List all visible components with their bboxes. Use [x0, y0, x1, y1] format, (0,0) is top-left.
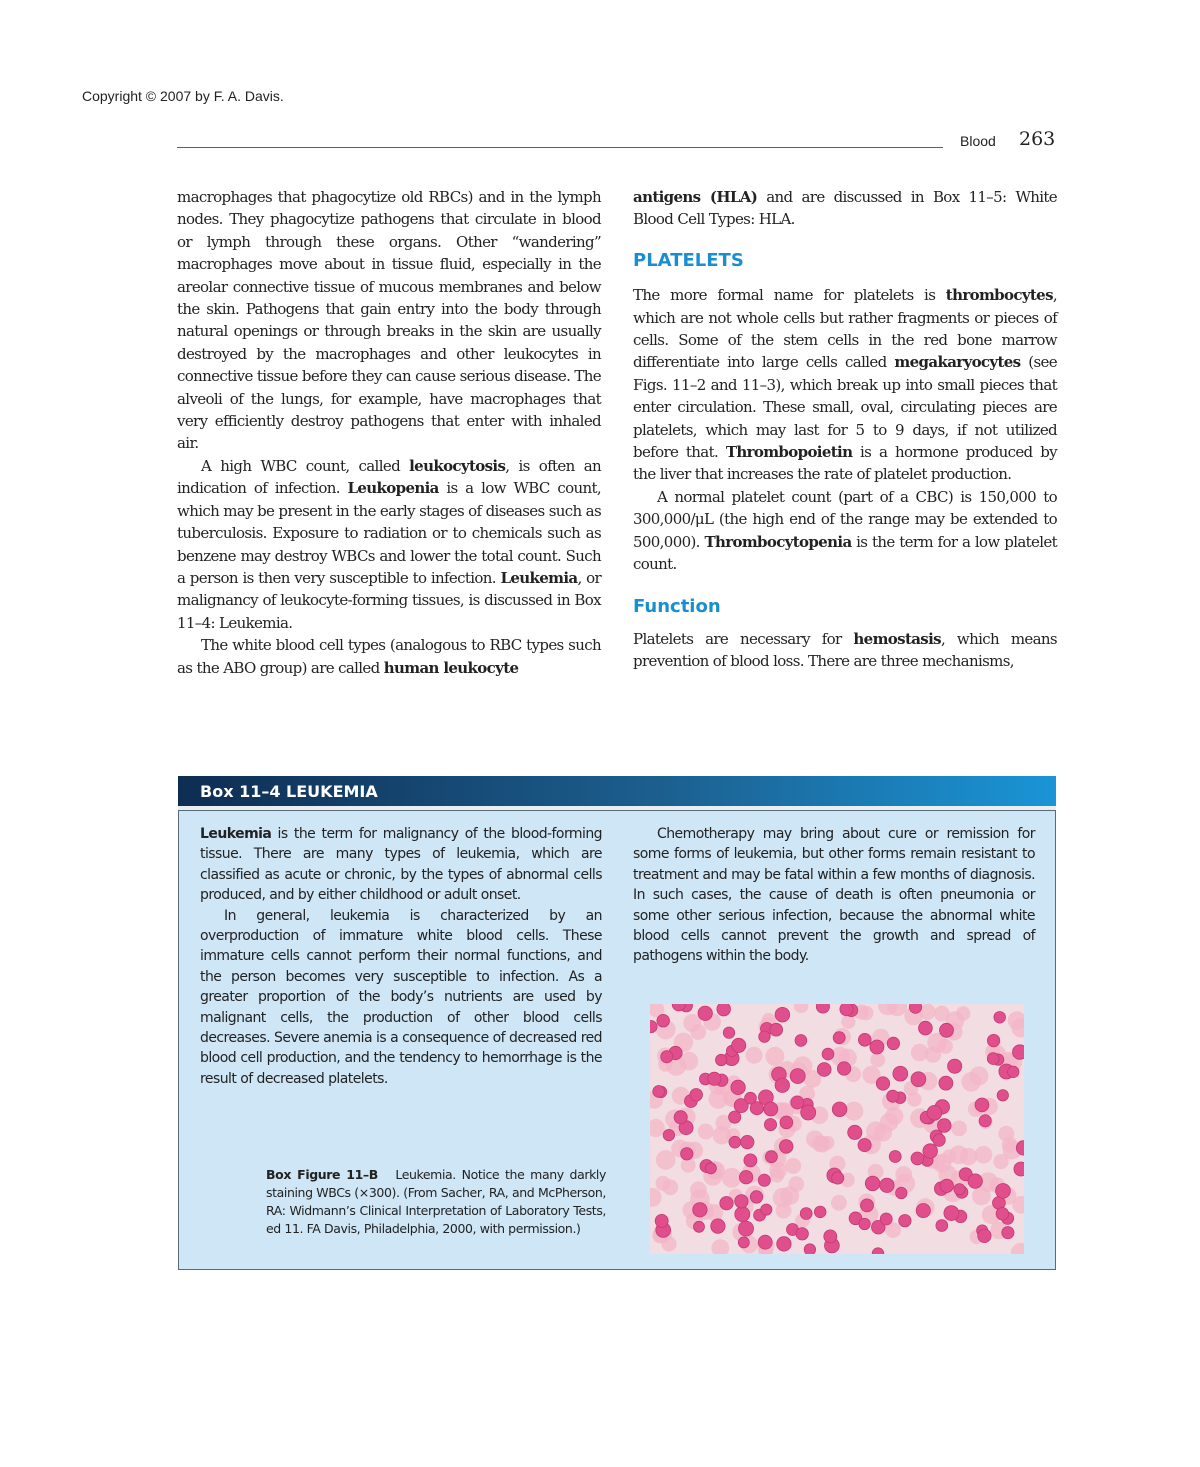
- white-blood-cell: [796, 1228, 808, 1240]
- red-blood-cell: [844, 1102, 863, 1121]
- white-blood-cell: [996, 1184, 1011, 1199]
- red-blood-cell: [698, 1124, 714, 1140]
- term-hla-cont: antigens (HLA): [633, 188, 758, 206]
- term-hemostasis: hemostasis: [853, 629, 941, 648]
- white-blood-cell: [936, 1220, 948, 1232]
- red-blood-cell: [690, 1024, 706, 1040]
- white-blood-cell: [822, 1048, 834, 1060]
- white-blood-cell: [716, 1054, 727, 1065]
- white-blood-cell: [979, 1115, 991, 1127]
- red-blood-cell: [794, 1004, 809, 1013]
- white-blood-cell: [933, 1134, 945, 1146]
- red-blood-cell: [765, 1047, 784, 1066]
- white-blood-cell: [987, 1034, 999, 1046]
- white-blood-cell: [1013, 1045, 1025, 1060]
- white-blood-cell: [858, 1033, 871, 1046]
- box-title-bar: [178, 776, 1056, 810]
- left-text-column: [177, 186, 601, 679]
- white-blood-cell: [987, 1053, 999, 1065]
- term-leukemia: Leukemia: [500, 568, 578, 587]
- box-paragraph: In general, leukemia is characterized by an overproduction of immature white blood cells. These immature cells cannot perform their normal functions, and the person becomes very susceptible to infection. As a greater proportion of the body’s nutrients are used by malignant cells, the production of other blood cells decreases. Severe anemia is a consequence of decreased red blood cell production, and the tendency to hemorrhage is the result of decreased platelets.: [200, 907, 602, 1087]
- white-blood-cell: [997, 1090, 1008, 1101]
- white-blood-cell: [729, 1136, 741, 1148]
- white-blood-cell: [732, 1038, 746, 1052]
- white-blood-cell: [661, 1051, 673, 1063]
- white-blood-cell: [872, 1248, 884, 1254]
- white-blood-cell: [876, 1077, 889, 1090]
- section-heading-platelets: PLATELETS: [633, 249, 744, 271]
- red-blood-cell: [938, 1039, 953, 1054]
- white-blood-cell: [896, 1187, 907, 1198]
- red-blood-cell: [841, 1015, 855, 1029]
- term-leukemia-box: Leukemia: [200, 826, 272, 842]
- red-blood-cell: [711, 1239, 729, 1254]
- white-blood-cell: [916, 1204, 930, 1218]
- white-blood-cell: [759, 1031, 770, 1042]
- white-blood-cell: [775, 1007, 790, 1022]
- white-blood-cell: [653, 1086, 665, 1098]
- white-blood-cell: [817, 1063, 831, 1077]
- white-blood-cell: [779, 1140, 793, 1154]
- box-paragraph: Chemotherapy may bring about cure or remission for some forms of leukemia, but other forms remain resistant to treatment and may be fatal within a few months of diagnosis. In such cases, the cause of death is often pneumonia or some other serious infection, because the abnormal white blood cells cannot prevent the growth and spread of pathogens within the body.: [633, 826, 1035, 965]
- white-blood-cell: [911, 1152, 924, 1165]
- white-blood-cell: [801, 1105, 816, 1120]
- white-blood-cell: [698, 1006, 712, 1020]
- white-blood-cell: [723, 1027, 734, 1038]
- red-blood-cell: [650, 1119, 665, 1137]
- red-blood-cell: [662, 1179, 678, 1195]
- white-blood-cell: [745, 1092, 757, 1104]
- white-blood-cell: [775, 1078, 789, 1092]
- white-blood-cell: [744, 1154, 757, 1167]
- white-blood-cell: [780, 1116, 793, 1129]
- leukemia-micrograph-image: [650, 1004, 1024, 1254]
- paragraph: The white blood cell types (analogous to RBC types such as the ABO group) are called human leukocyte: [177, 636, 601, 677]
- white-blood-cell: [705, 1163, 716, 1174]
- white-blood-cell: [690, 1089, 703, 1102]
- white-blood-cell: [968, 1174, 982, 1188]
- white-blood-cell: [994, 1012, 1006, 1024]
- red-blood-cell: [789, 1176, 805, 1192]
- red-blood-cell: [870, 1053, 885, 1068]
- white-blood-cell: [923, 1144, 938, 1159]
- red-blood-cell: [911, 1044, 929, 1062]
- white-blood-cell: [954, 1184, 965, 1195]
- white-blood-cell: [764, 1119, 776, 1131]
- subsection-heading-function: Function: [633, 595, 721, 617]
- copyright-notice: Copyright © 2007 by F. A. Davis.: [82, 88, 284, 104]
- white-blood-cell: [791, 1096, 804, 1109]
- red-blood-cell: [812, 1135, 829, 1152]
- caption-label: Box Figure 11–B: [266, 1167, 378, 1182]
- red-blood-cell: [895, 1166, 912, 1183]
- term-hla: human leukocyte: [383, 658, 519, 677]
- term-megakaryocytes: megakaryocytes: [894, 353, 1021, 372]
- white-blood-cell: [832, 1172, 844, 1184]
- term-thrombocytes: thrombocytes: [945, 286, 1053, 305]
- white-blood-cell: [717, 1004, 731, 1016]
- box-title: Box 11–4 LEUKEMIA: [200, 782, 378, 801]
- box-left-column: [200, 824, 602, 1089]
- red-blood-cell: [769, 1162, 787, 1180]
- red-blood-cell: [1011, 1243, 1024, 1254]
- running-head: Blood: [960, 133, 996, 149]
- white-blood-cell: [729, 1111, 741, 1123]
- white-blood-cell: [790, 1069, 805, 1084]
- white-blood-cell: [657, 1014, 670, 1027]
- white-blood-cell: [840, 1004, 853, 1016]
- white-blood-cell: [944, 1206, 959, 1221]
- white-blood-cell: [770, 1023, 783, 1036]
- white-blood-cell: [880, 1213, 892, 1225]
- white-blood-cell: [939, 1076, 953, 1090]
- white-blood-cell: [777, 1237, 791, 1251]
- white-blood-cell: [758, 1174, 770, 1186]
- white-blood-cell: [909, 1004, 921, 1013]
- white-blood-cell: [711, 1219, 725, 1233]
- white-blood-cell: [1002, 1227, 1014, 1239]
- white-blood-cell: [663, 1129, 674, 1140]
- white-blood-cell: [948, 1059, 962, 1073]
- white-blood-cell: [735, 1195, 748, 1208]
- red-blood-cell: [866, 1122, 885, 1141]
- red-blood-cell: [949, 1145, 968, 1164]
- white-blood-cell: [938, 1119, 952, 1133]
- white-blood-cell: [978, 1229, 991, 1242]
- paragraph: antigens (HLA) and are discussed in Box 11–5: White Blood Cell Types: HLA.: [633, 188, 1057, 229]
- white-blood-cell: [1014, 1162, 1024, 1176]
- red-blood-cell: [975, 1146, 993, 1164]
- white-blood-cell: [804, 1244, 815, 1254]
- white-blood-cell: [758, 1235, 772, 1249]
- caption-text: Leukemia. Notice the many darkly staining WBCs (×300). (From Sacher, RA, and McPherson, RA: Widmann’s Clinical Interpretation of Laboratory Tests, ed 11. FA Davis, Philadelphia, 2000, with permission.): [266, 1167, 606, 1236]
- white-blood-cell: [655, 1214, 668, 1227]
- right-text-column: [633, 186, 1057, 673]
- term-leukocytosis: leukocytosis: [409, 456, 506, 475]
- white-blood-cell: [889, 1151, 901, 1163]
- white-blood-cell: [674, 1111, 687, 1124]
- white-blood-cell: [824, 1230, 837, 1243]
- figure-caption: [266, 1166, 606, 1238]
- red-blood-cell: [831, 1195, 847, 1211]
- white-blood-cell: [848, 1125, 862, 1139]
- white-blood-cell: [870, 1040, 884, 1054]
- box-right-column: [633, 824, 1035, 967]
- white-blood-cell: [738, 1237, 749, 1248]
- white-blood-cell: [739, 1171, 752, 1184]
- white-blood-cell: [887, 1090, 899, 1102]
- white-blood-cell: [694, 1221, 705, 1232]
- white-blood-cell: [800, 1208, 812, 1220]
- white-blood-cell: [975, 1098, 989, 1112]
- red-blood-cell: [722, 1168, 742, 1188]
- white-blood-cell: [816, 1004, 829, 1013]
- white-blood-cell: [795, 1035, 807, 1047]
- term-leukopenia: Leukopenia: [347, 479, 439, 498]
- red-blood-cell: [907, 1092, 921, 1106]
- white-blood-cell: [731, 1080, 745, 1094]
- white-blood-cell: [837, 1062, 850, 1075]
- white-blood-cell: [764, 1102, 778, 1116]
- white-blood-cell: [940, 1179, 953, 1192]
- white-blood-cell: [814, 1206, 826, 1218]
- paragraph: A high WBC count, called leukocytosis, is often an indication of infection. Leukopenia is a low WBC count, which may be present in the early stages of diseases such as tuberculosis. Exposure to radiation or to chemicals such as benzene may destroy WBCs and lower the total count. Such a person is then very susceptible to infection. Leukemia, or malignancy of leukocyte-forming tissues, is discussed in Box 11–4: Leukemia.: [177, 456, 602, 632]
- term-thrombocytopenia: Thrombocytopenia: [704, 532, 852, 551]
- white-blood-cell: [765, 1151, 777, 1163]
- white-blood-cell: [996, 1208, 1009, 1221]
- white-blood-cell: [899, 1215, 911, 1227]
- white-blood-cell: [919, 1021, 933, 1035]
- white-blood-cell: [880, 1178, 894, 1192]
- red-blood-cell: [773, 1188, 793, 1208]
- paragraph: A normal platelet count (part of a CBC) is 150,000 to 300,000/μL (the high end of the range may be extended to 500,000). Thrombocytopenia is the term for a low platelet count.: [633, 487, 1057, 574]
- white-blood-cell: [693, 1203, 707, 1217]
- white-blood-cell: [741, 1135, 754, 1148]
- white-blood-cell: [681, 1148, 693, 1160]
- white-blood-cell: [858, 1139, 871, 1152]
- micrograph-svg: [650, 1004, 1024, 1254]
- red-blood-cell: [650, 1188, 662, 1207]
- paragraph: macrophages that phagocytize old RBCs) and in the lymph nodes. They phagocytize pathogens that circulate in blood or lymph through these organs. Other “wandering” macrophages move about in tissue fluid, especially in the areolar connective tissue of mucous membranes and below the skin. Pathogens that gain entry into the body through natural openings or through breaks in the skin are usually destroyed by the macrophages and other leukocytes in connective tissue before they can cause serious disease. The alveoli of the lungs, for example, have macrophages that very efficiently destroy pathogens that enter with inhaled air.: [177, 188, 601, 453]
- white-blood-cell: [865, 1176, 880, 1191]
- page-number: 263: [1019, 128, 1056, 150]
- white-blood-cell: [739, 1221, 754, 1236]
- white-blood-cell: [832, 1102, 847, 1117]
- white-blood-cell: [927, 1105, 942, 1120]
- paragraph: The more formal name for platelets is thrombocytes, which are not whole cells but rather fragments or pieces of cells. Some of the stem cells in the red bone marrow differentiate into large cells called megakaryocytes (see Figs. 11–2 and 11–3), which break up into small pieces that enter circulation. These small, oval, circulating pieces are platelets, which may last for 5 to 9 days, if not utilized before that. Thrombopoietin is a hormone produced by the liver that increases the rate of platelet production.: [633, 286, 1057, 484]
- white-blood-cell: [1008, 1066, 1019, 1077]
- white-blood-cell: [887, 1037, 899, 1049]
- white-blood-cell: [833, 1032, 845, 1044]
- white-blood-cell: [859, 1218, 870, 1229]
- red-blood-cell: [690, 1182, 707, 1199]
- header-rule: [177, 147, 943, 148]
- red-blood-cell: [961, 1072, 981, 1092]
- red-blood-cell: [785, 1158, 801, 1174]
- white-blood-cell: [893, 1066, 908, 1081]
- red-blood-cell: [1008, 1011, 1024, 1030]
- white-blood-cell: [720, 1197, 733, 1210]
- white-blood-cell: [911, 1072, 926, 1087]
- white-blood-cell: [708, 1072, 721, 1085]
- white-blood-cell: [735, 1207, 750, 1222]
- red-blood-cell: [951, 1121, 967, 1137]
- paragraph: Platelets are necessary for hemostasis, which means prevention of blood loss. There are three mechanisms,: [633, 629, 1057, 671]
- box-paragraph: Leukemia is the term for malignancy of the blood-forming tissue. There are many types of leukemia, which are classified as acute or chronic, by the types of abnormal cells produced, and by either childhood or adult onset.: [200, 826, 602, 904]
- white-blood-cell: [761, 1204, 772, 1215]
- white-blood-cell: [940, 1023, 954, 1037]
- white-blood-cell: [750, 1191, 762, 1203]
- term-thrombopoietin: Thrombopoietin: [725, 443, 853, 462]
- white-blood-cell: [861, 1199, 874, 1212]
- red-blood-cell: [746, 1047, 763, 1064]
